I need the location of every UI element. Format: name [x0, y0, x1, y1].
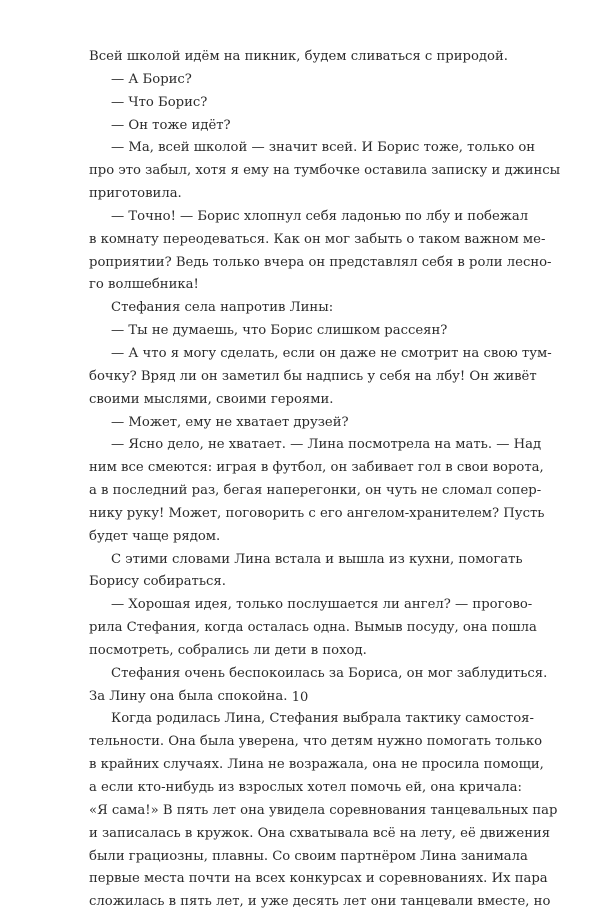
text-line: своими мыслями, своими героями.: [89, 391, 334, 407]
text-line: Всей школой идём на пикник, будем сливаться с природой.: [89, 49, 508, 64]
text-line: — Он тоже идёт?: [111, 117, 231, 133]
text-line: — Ясно дело, не хватает. — Лина посмотрела на мать. — Над: [111, 437, 542, 453]
text-line: в крайних случаях. Лина не возражала, она не просила помощи,: [89, 757, 544, 773]
text-line: — А что я могу сделать, если он даже не смотрит на свою тум-: [111, 345, 552, 361]
text-line: а в последний раз, бегая наперегонки, он чуть не сломал сопер-: [89, 483, 542, 499]
text-line: — Ма, всей школой — значит всей. И Борис тоже, только он: [111, 140, 536, 156]
text-line: сложилась в пять лет, и уже десять лет они танцевали вместе, но: [89, 894, 551, 910]
text-line: посмотреть, собрались ли дети в поход.: [89, 642, 367, 658]
text-line: Стефания очень беспокоилась за Бориса, он мог заблудиться.: [111, 665, 548, 681]
page-body-text: [89, 46, 561, 914]
text-line: — Точно! — Борис хлопнул себя ладонью по лбу и побежал: [111, 208, 529, 224]
text-line: в комнату переодеваться. Как он мог забыть о таком важном ме-: [89, 231, 546, 247]
text-line: нику руку! Может, поговорить с его ангелом-хранителем? Пусть: [89, 505, 545, 521]
text-line: будет чаще рядом.: [89, 528, 221, 544]
text-line: — Хорошая идея, только послушается ли ангел? — прогово-: [111, 597, 533, 613]
text-line: Стефания села напротив Лины:: [111, 300, 334, 316]
text-line: тельности. Она была уверена, что детям нужно помогать только: [89, 734, 543, 750]
text-line: — Может, ему не хватает друзей?: [111, 414, 349, 430]
text-line: «Я сама!» В пять лет она увидела соревнования танцевальных пар: [89, 802, 558, 818]
page-number: 10: [291, 690, 309, 705]
text-line: про это забыл, хотя я ему на тумбочке оставила записку и джинсы: [89, 163, 561, 179]
text-line: — А Борис?: [111, 71, 192, 87]
text-line: были грациозны, плавны. Со своим партнёром Лина занимала: [89, 848, 528, 864]
text-line: За Лину она была спокойна.: [89, 688, 288, 704]
text-line: го волшебника!: [89, 277, 199, 293]
text-line: ним все смеются: играя в футбол, он забивает гол в свои ворота,: [89, 460, 544, 476]
text-line: роприятии? Ведь только вчера он представлял себя в роли лесно-: [89, 254, 552, 270]
text-line: а если кто-нибудь из взрослых хотел помочь ей, она кричала:: [89, 780, 522, 795]
text-line: приготовила.: [89, 186, 182, 202]
text-line: первые места почти на всех конкурсах и соревнованиях. Их пара: [89, 871, 548, 887]
text-line: бочку? Вряд ли он заметил бы надпись у себя на лбу! Он живёт: [89, 368, 537, 384]
text-line: — Ты не думаешь, что Борис слишком рассеян?: [111, 323, 448, 339]
text-line: Когда родилась Лина, Стефания выбрала тактику самостоя-: [111, 711, 534, 727]
text-line: Борису собираться.: [89, 574, 226, 590]
text-line: рила Стефания, когда осталась одна. Вымыв посуду, она пошла: [89, 620, 537, 636]
text-line: — Что Борис?: [111, 94, 208, 110]
text-line: и записалась в кружок. Она схватывала всё на лету, её движения: [89, 825, 551, 841]
text-line: С этими словами Лина встала и вышла из кухни, помогать: [111, 551, 523, 567]
